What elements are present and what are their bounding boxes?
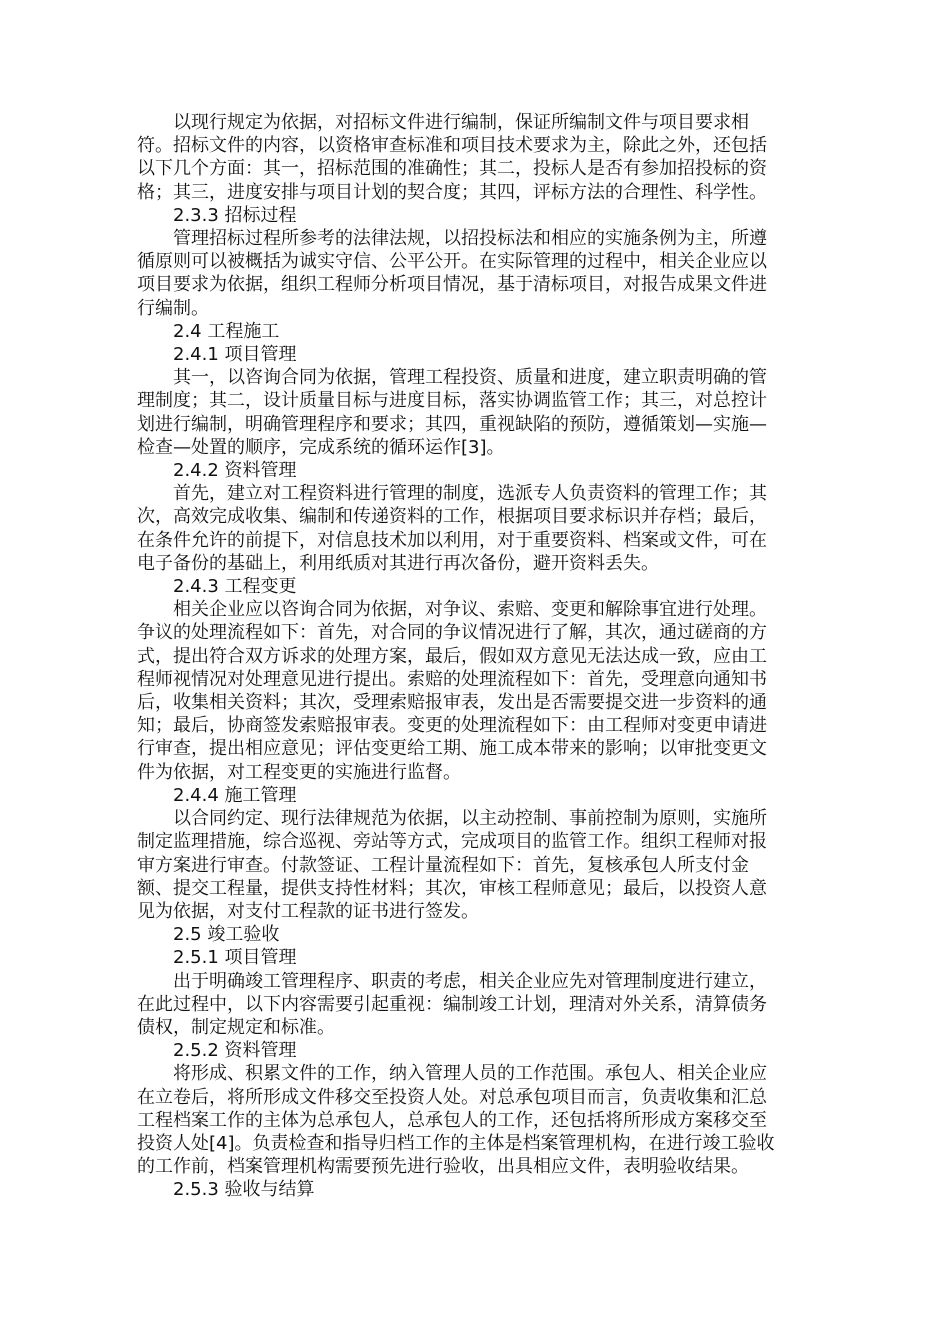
text-line: 理制度；其二，设计质量目标与进度目标，落实协调监管工作；其三，对总控计 — [137, 390, 767, 412]
section-heading — [137, 1178, 813, 1201]
text-line: 格；其三，进度安排与项目计划的契合度；其四，评标方法的合理性、科学性。 — [137, 181, 767, 203]
text-line: 检查—处置的顺序，完成系统的循环运作[3]。 — [137, 436, 505, 458]
text-line: 项目要求为依据，组织工程师分析项目情况，基于清标项目，对报告成果文件进 — [137, 274, 767, 296]
text-line: 的工作前，档案管理机构需要预先进行验收，出具相应文件，表明验收结果。 — [137, 1156, 749, 1178]
text-line: 程师视情况对处理意见进行提出。索赔的处理流程如下：首先，受理意向通知书 — [137, 668, 767, 690]
text-line: 债权，制定规定和标准。 — [137, 1016, 335, 1038]
text-line: 在条件允许的前提下，对信息技术加以利用，对于重要资料、档案或文件，可在 — [137, 529, 767, 551]
section-heading — [137, 946, 813, 969]
text-line: 2.4.2 资料管理 — [173, 460, 297, 482]
section-heading — [137, 575, 813, 598]
text-line: 2.4.1 项目管理 — [173, 344, 297, 366]
text-line: 额、提交工程量，提供支持性材料；其次，审核工程师意见；最后，以投资人意 — [137, 877, 767, 899]
text-line: 知；最后，协商签发索赔报审表。变更的处理流程如下：由工程师对变更申请进 — [137, 715, 767, 737]
text-line: 以下几个方面：其一，招标范围的准确性；其二，投标人是否有参加招投标的资 — [137, 158, 767, 180]
text-line: 行编制。 — [137, 297, 209, 319]
text-line: 2.5.2 资料管理 — [173, 1040, 297, 1062]
section-heading — [137, 784, 813, 807]
text-line: 在此过程中，以下内容需要引起重视：编制竣工计划，理清对外关系，清算债务 — [137, 993, 767, 1015]
text-line: 划进行编制，明确管理程序和要求；其四，重视缺陷的预防，遵循策划—实施— — [137, 413, 767, 435]
section-heading — [137, 459, 813, 482]
text-line: 投资人处[4]。负责检查和指导归档工作的主体是档案管理机构，在进行竣工验收 — [137, 1132, 775, 1154]
text-line: 2.4 工程施工 — [173, 320, 280, 342]
text-line: 出于明确竣工管理程序、职责的考虑，相关企业应先对管理制度进行建立， — [173, 970, 767, 992]
paragraph — [137, 227, 813, 320]
text-line: 其一，以咨询合同为依据，管理工程投资、质量和进度，建立职责明确的管 — [173, 367, 767, 389]
text-line: 2.4.3 工程变更 — [173, 576, 297, 598]
text-line: 件为依据，对工程变更的实施进行监督。 — [137, 761, 461, 783]
text-line: 循原则可以被概括为诚实守信、公平公开。在实际管理的过程中，相关企业应以 — [137, 251, 767, 273]
text-line: 以合同约定、现行法律规范为依据，以主动控制、事前控制为原则，实施所 — [173, 808, 767, 830]
text-line: 以现行规定为依据，对招标文件进行编制，保证所编制文件与项目要求相 — [173, 112, 749, 133]
section-heading — [137, 204, 813, 227]
document-page — [137, 111, 813, 1202]
text-line: 符。招标文件的内容，以资格审查标准和项目技术要求为主，除此之外，还包括 — [137, 135, 767, 157]
text-line: 相关企业应以咨询合同为依据，对争议、索赔、变更和解除事宜进行处理。 — [173, 599, 767, 621]
section-heading — [137, 923, 813, 946]
text-line: 行审查，提出相应意见；评估变更给工期、施工成本带来的影响；以审批变更文 — [137, 738, 767, 760]
section-heading — [137, 343, 813, 366]
text-line: 见为依据，对支付工程款的证书进行签发。 — [137, 900, 479, 922]
text-line: 2.5.1 项目管理 — [173, 947, 297, 969]
section-heading — [137, 320, 813, 343]
paragraph — [137, 807, 813, 923]
text-line: 后，收集相关资料；其次，受理索赔报审表，发出是否需要提交进一步资料的通 — [137, 692, 767, 714]
text-line: 次，高效完成收集、编制和传递资料的工作，根据项目要求标识并存档；最后， — [137, 506, 767, 528]
paragraph — [137, 482, 813, 575]
section-heading — [137, 1039, 813, 1062]
text-line: 将形成、积累文件的工作，纳入管理人员的工作范围。承包人、相关企业应 — [173, 1063, 767, 1085]
text-line: 2.3.3 招标过程 — [173, 204, 297, 226]
text-line: 制定监理措施，综合巡视、旁站等方式，完成项目的监管工作。组织工程师对报 — [137, 831, 767, 853]
text-line: 在立卷后，将所形成文件移交至投资人处。对总承包项目而言，负责收集和汇总 — [137, 1086, 767, 1108]
text-line: 管理招标过程所参考的法律法规，以招投标法和相应的实施条例为主，所遵 — [173, 228, 767, 250]
text-line: 审方案进行审查。付款签证、工程计量流程如下：首先，复核承包人所支付金 — [137, 854, 749, 876]
text-line: 工程档案工作的主体为总承包人，总承包人的工作，还包括将所形成方案移交至 — [137, 1109, 767, 1131]
text-line: 2.5.3 验收与结算 — [173, 1179, 315, 1201]
paragraph — [137, 970, 813, 1040]
text-line: 2.5 竣工验收 — [173, 924, 280, 946]
text-line: 电子备份的基础上，利用纸质对其进行再次备份，避开资料丢失。 — [137, 552, 659, 574]
text-line: 争议的处理流程如下：首先，对合同的争议情况进行了解，其次，通过磋商的方 — [137, 622, 767, 644]
paragraph — [137, 111, 813, 204]
paragraph — [137, 366, 813, 459]
text-line: 2.4.4 施工管理 — [173, 784, 297, 806]
paragraph — [137, 1062, 813, 1178]
text-line: 式，提出符合双方诉求的处理方案，最后，假如双方意见无法达成一致，应由工 — [137, 645, 767, 667]
text-line: 首先，建立对工程资料进行管理的制度，选派专人负责资料的管理工作；其 — [173, 483, 767, 505]
paragraph — [137, 598, 813, 784]
